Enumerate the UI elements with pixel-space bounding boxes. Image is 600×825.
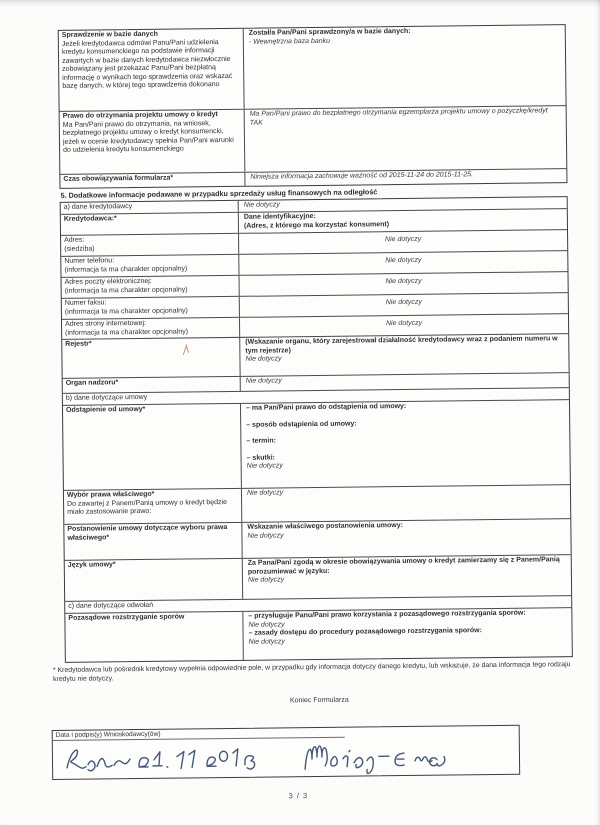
- czas-title: Czas obowiązywania formularza*: [60, 173, 245, 188]
- adres-label: Adres:: [64, 236, 85, 245]
- cell-www-label: [62, 318, 240, 339]
- form-table-top: [58, 24, 568, 189]
- faks-sub: (informacja ta ma charakter opcjonalny): [64, 307, 188, 316]
- postanowienie-right-title: Wskazanie właściwego postanowienia umowy:: [247, 522, 403, 532]
- end-of-form-label: Koniec Formularza: [289, 696, 349, 705]
- odstapienie-item-4: – skutki:: [246, 454, 276, 462]
- postanowienie-value: Nie dotyczy: [247, 532, 284, 540]
- form-table-section5: [60, 196, 573, 663]
- handwritten-signatures: [57, 733, 497, 780]
- telefon-label: Numer telefonu:: [64, 257, 115, 266]
- signature-box: [52, 725, 521, 780]
- kredytodawca-right-title: Dane identyfikacyjne:: [243, 213, 316, 222]
- cell-telefon-label: [61, 255, 239, 277]
- sprawdzenie-right-title: Został/a Pan/Pani sprawdzony/a w bazie danych:: [248, 27, 411, 37]
- row-prawo-do-projektu: [60, 105, 567, 174]
- form-content: [52, 24, 575, 803]
- odstapienie-item-1: – ma Pan/Pani prawo do odstąpienia od umowy:: [245, 403, 407, 413]
- cell-pozasadowe-value: [243, 608, 572, 660]
- rejestr-value: Nie dotyczy: [245, 355, 282, 364]
- telefon-value: Nie dotyczy: [385, 257, 422, 265]
- cell-adres-label: [61, 234, 239, 256]
- odstapienie-item-3: – termin:: [246, 437, 276, 446]
- wybor-value: Nie dotyczy: [246, 489, 284, 498]
- row-pozasadowe: [65, 607, 572, 662]
- jezyk-right-title: Za Pana/Pani zgodą w okresie obowiązywania umowy o kredyt zamierzamy się z Panem/Panią porozumiewać w języku:: [247, 556, 560, 576]
- cell-faks-label: [62, 297, 240, 319]
- kredytodawca-label: Kredytodawca:*: [61, 213, 239, 235]
- wybor-sub: Do zawartej z Panem/Panią umowy o kredyt będzie miało zastosowanie prawo:: [67, 498, 228, 517]
- faks-label: Numer faksu:: [64, 299, 107, 308]
- www-sub: (informacja ta ma charakter opcjonalny): [65, 328, 189, 337]
- kredytodawca-right-sub: (Adres, z którego ma korzystać konsument): [243, 220, 390, 230]
- www-label: Adres strony internetowej:: [65, 320, 147, 329]
- a-label: a) dane kredytodawcy: [61, 201, 239, 214]
- pozasadowe-item-2: – zasady dostępu do procedury pozasądowego rozstrzygania sporów:: [248, 627, 482, 638]
- adres-value: Nie dotyczy: [384, 236, 422, 244]
- cell-email-label: [62, 276, 240, 298]
- email-value: Nie dotyczy: [385, 278, 422, 286]
- organ-label: Organ nadzoru*: [63, 377, 241, 393]
- czas-value: Niniejsza informacja zachowuje ważność od 2015-11-24 do 2015-11-25.: [250, 171, 474, 181]
- cell-wybor-label: [64, 489, 242, 524]
- cell-prawo-value: [245, 106, 567, 172]
- faks-value: Nie dotyczy: [385, 299, 422, 307]
- pozasadowe-value-1: Nie dotyczy: [248, 621, 285, 629]
- row-sprawdzenie-w-bazie: [59, 25, 566, 111]
- odstapienie-item-2: – sposób odstąpienia od umowy:: [246, 420, 357, 429]
- cell-jezyk-value: [243, 555, 571, 599]
- sprawdzenie-body: Jeżeli kredytodawca odmówi Panu/Pani udzielenia kredytu konsumenckiego na podstawie informacji zawartych w bazie danych kredytodawca niezwłocznie zobowiązany jest przekazać Panu/Pani bezpłatną informację o wynikach tego sprawdzenia oraz wskazać bazę danych, w której tego sprawdzenia dokonano: [61, 38, 233, 91]
- adres-sub: (siedziba): [64, 245, 95, 253]
- sprawdzenie-title: Sprawdzenie w bazie danych: [61, 30, 158, 39]
- postanowienie-label: Postanowienie umowy dotyczące wyboru prawa właściwego*: [64, 523, 242, 560]
- cell-odstapienie-value: [241, 400, 570, 488]
- cell-prawo-label: [60, 110, 246, 174]
- wybor-label: Wybór prawa właściwego*: [66, 491, 155, 500]
- www-value: Nie dotyczy: [385, 320, 423, 328]
- handwritten-tick-mark: [180, 344, 192, 358]
- cell-kredytodawca-value: [239, 209, 567, 233]
- page-number: 3 / 3: [288, 790, 309, 801]
- row-postanowienie: [64, 518, 570, 560]
- email-label: Adres poczty elektronicznej:: [64, 278, 152, 287]
- cell-rejestr-label: [62, 338, 240, 378]
- cell-rejestr-value: [240, 334, 568, 376]
- telefon-sub: (informacja ta ma charakter opcjonalny): [64, 265, 188, 274]
- rejestr-right-title: (Wskazanie organu, który zarejestrował działalność kredytodawcy wraz z podaniem numeru w tym rejestrze): [245, 335, 558, 355]
- prawo-right-value: TAK: [249, 119, 263, 127]
- rejestr-label: Rejestr*: [65, 340, 92, 349]
- cell-sprawdzenie-label: [59, 29, 245, 111]
- prawo-right-body: Ma Pan/Pani prawo do bezpłatnego otrzymania egzemplarza projektu umowy o pożyczkę/kredyt: [249, 107, 548, 118]
- jezyk-value: Nie dotyczy: [247, 576, 285, 585]
- b-label: b) dane dotyczące umowy: [65, 394, 148, 403]
- organ-value: Nie dotyczy: [245, 377, 282, 386]
- row-odstapienie: [63, 399, 570, 490]
- a-value: Nie dotyczy: [243, 201, 280, 210]
- sprawdzenie-right-value: - Wewnętrzna baza banku: [248, 37, 331, 46]
- footnote: * Kredytodawca lub pośrednik kredytowy wypełnia odpowiednie pole, w przypadku gdy informacja dotyczy danego kredytu, lub wskazuje, że dana informacja tego rodzaju kredytu nie dotyczy.: [52, 661, 571, 684]
- cell-sprawdzenie-value: [244, 25, 566, 109]
- email-sub: (informacja ta ma charakter opcjonalny): [64, 286, 188, 295]
- odstapienie-label: Odstąpienie od umowy*: [63, 404, 242, 490]
- pozasadowe-item-1: – przysługuje Panu/Pani prawo korzystania z pozasądowego rozstrzygania sporów:: [248, 609, 526, 621]
- prawo-title: Prawo do otrzymania projektu umowy o kredyt: [62, 111, 218, 120]
- pozasadowe-label: Pozasądowe rozstrzyganie sporów: [65, 612, 244, 662]
- odstapienie-value: Nie dotyczy: [246, 462, 283, 471]
- cell-postanowienie-value: [242, 519, 570, 558]
- row-rejestr: [62, 333, 568, 378]
- signature-label: Data i podpis(y) Wnioskodawcy(ów): [53, 728, 345, 741]
- section5-title: 5. Dodatkowe informacje podawane w przypadku sprzedaży usług finansowych na odległość: [60, 186, 378, 200]
- prawo-body: Ma Pan/Pani prawo do otrzymania, na wniosek, bezpłatnego projektu umowy o kredyt konsumencki, jeżeli w ocenie kredytodawcy spełnia Pan/Pani warunki do udzielenia kredytu konsumenckiego: [62, 119, 234, 154]
- row-wybor-prawa: [64, 484, 570, 524]
- pozasadowe-value-2: Nie dotyczy: [248, 638, 285, 646]
- c-label: c) dane dotyczące odwołań: [68, 602, 154, 611]
- row-jezyk-umowy: [65, 554, 571, 601]
- jezyk-label: Język umowy*: [65, 559, 243, 601]
